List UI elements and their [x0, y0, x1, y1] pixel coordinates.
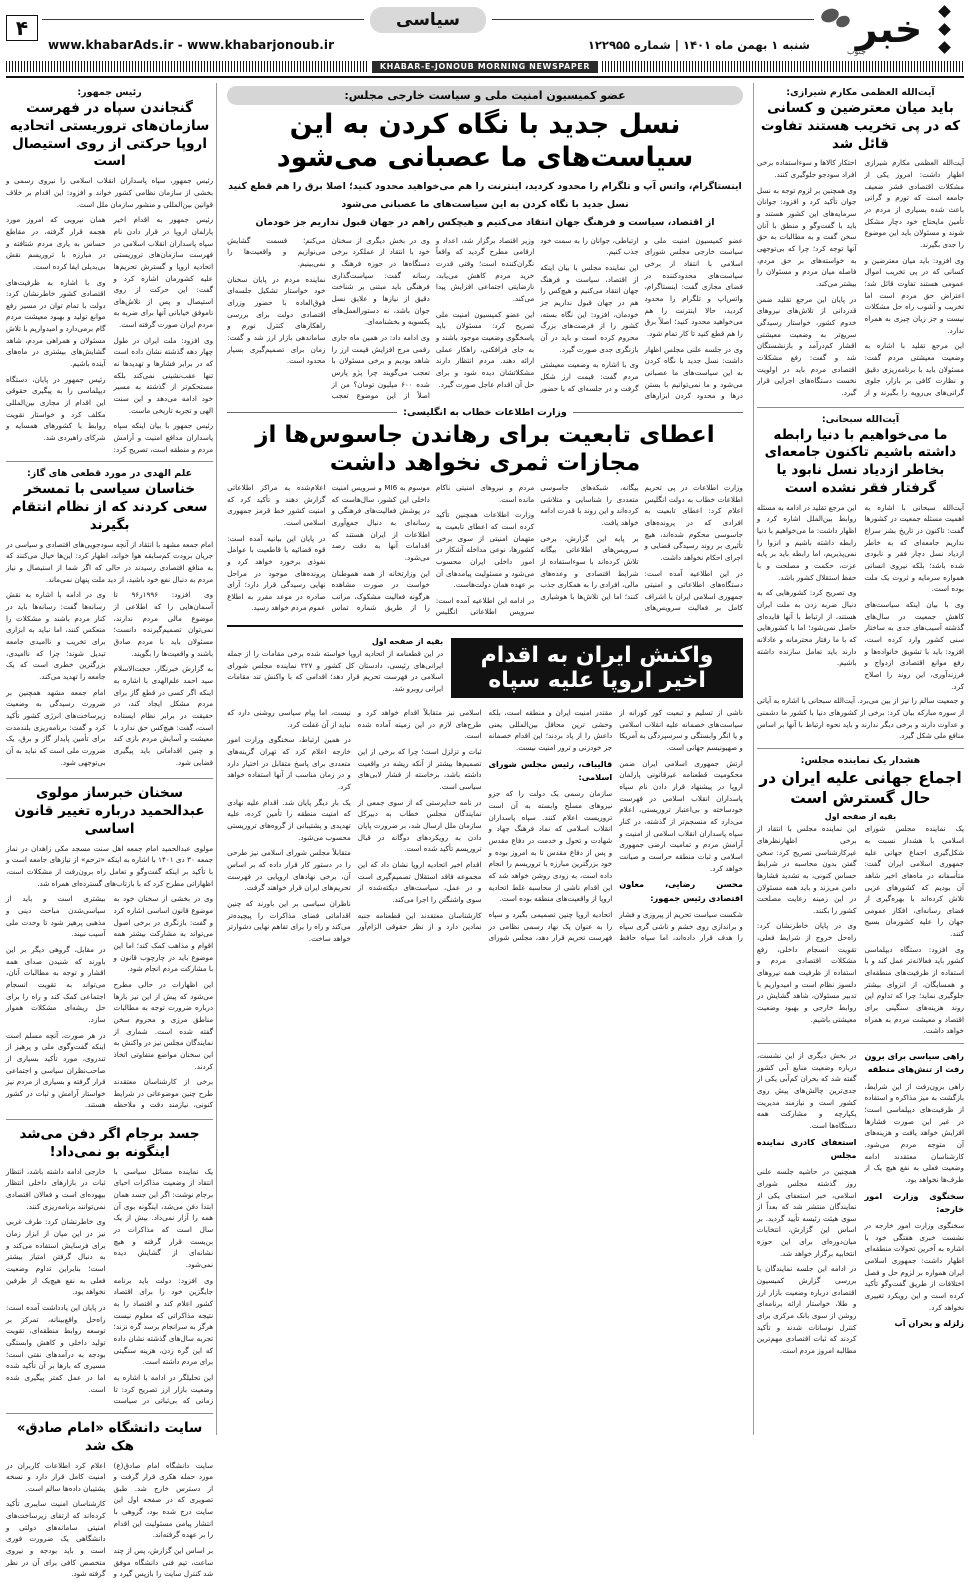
newspaper-logo[interactable] — [814, 0, 964, 58]
paragraph: این نماینده مجلس با انتقاد از برخی اظهارنظرهای غیرکارشناسی تصریح کرد: سخن گفتن بدون محاسبه در شرایط حساس کنونی، به تشدید فشارها دامن می‌زند و باید همه مسئولان در این زمینه رعایت مصلحت کشور را بکنند. — [757, 823, 857, 916]
story-sobhani-closing — [757, 695, 964, 742]
paragraph: وی ادامه داد: در همین ماه جاری رقمی مرج افزایش قیمت ارز را شاهد بودیم و برخی مسئولان با تعجب می‌گویند چرا پژو پارس شده ۶۰۰ میلیون تومان؟ من از اصلاً از این موضوع تعجب می‌کنم؛ قسمت گشایش می‌نوازیم و واقعیت‌ها را نمی‌بینیم. — [227, 235, 430, 402]
top-border-rule — [6, 76, 964, 78]
paragraph: وی با اشاره به وضعیت معیشتی مردم گفت: قیمت ارز شکل گرفت و در جلسه‌ای که با حضور وزیر اقتصاد برگزار شد، اعداد و ارقامی مطرح گردید که واقعاً نگران‌کننده است؛ وقتی قدرت خرید مردم کاهش می‌یابد، نارضایتی اجتماعی افزایش پیدا می‌کند. — [436, 235, 639, 402]
paragraph: بر اساس این گزارش، پس از چند ساعت، تیم فنی دانشگاه موفق شد کنترل سایت را بازپس گیرد و اعلام کرد اطلاعات کاربران در امنیت کامل قرار دارد و نسخه پشتیبان داده‌ها سالم است. — [6, 1460, 213, 1582]
subheading: راهی سیاسی برای برون رفت از تنش‌های منطقه — [864, 1051, 964, 1074]
content-grid — [6, 83, 964, 1435]
paragraph: وی تصریح کرد: کشورهایی که به دنبال ضربه زدن به ملت ایران هستند، از ارتباط با آنها فایده‌ای حاصل نمی‌شود؛ اما با کشورهایی که با ما رفتار محترمانه و عادلانه دارند باید تعامل سازنده داشته باشیم. — [757, 587, 857, 669]
paragraph: در پایان این بیانیه آمده است: قوه قضائیه با قاطعیت با عوامل نفوذی برخورد خواهد کرد و پرونده‌های موجود در مراحل نهایی رسیدگی قرار دارد؛ آرای صادره در موعد مقرر به اطلاع عموم مردم خواهد رسید. — [227, 533, 325, 615]
story-alamolhoda-lead — [6, 539, 213, 586]
story-president-lead — [6, 175, 213, 210]
dateline: شنبه ۱ بهمن ماه ۱۴۰۱ | شماره ۱۲۲۹۵۵ — [429, 33, 814, 52]
continued-from-label: بقیه از صفحه اول — [227, 637, 443, 646]
paragraph: اقدام اخیر اتحادیه اروپا نشان داد که این مجموعه فاقد استقلال تصمیم‌گیری است و در عمل، سیاست‌های دیکته‌شده از سوی واشنگتن را اجرا می‌کند. — [358, 859, 482, 906]
story-sobhani — [757, 414, 964, 742]
paragraph: یک نماینده مسائل سیاسی با انتقاد از وضعیت مذاکرات احیای برجام نوشت: اگر این جسد همان ابتدا دفن می‌شد، اینگونه بوی آن همه را آزار نمی‌داد. بیش از یک سال است که مذاکرات در بن‌بست قرار گرفته و هیچ نشانه‌ای از گشایش دیده نمی‌شود. — [114, 1166, 214, 1271]
story-second-body — [227, 482, 743, 618]
paragraph: عضو کمیسیون امنیت ملی و سیاست خارجی مجلس شورای اسلامی با انتقاد از برخی سیاست‌های محدودکننده در فضای مجازی گفت: اینستاگرام، واتس‌اپ و تلگرام را محدود کردید، حالا اینترنت را هم می‌خواهید محدود کنید؛ اصلاً برق را هم قطع کنید تا کار تمام شود. — [645, 235, 743, 340]
paragraph: یک نماینده مجلس شورای اسلامی با هشدار نسبت به شکل‌گیری اجماع جهانی علیه جمهوری اسلامی ایران گفت: متأسفانه در ماه‌های اخیر شاهد آن بودیم که کشورهای غربی تلاش کرده‌اند با بهره‌گیری از فضای رسانه‌ای، افکار عمومی جهان را علیه کشورمان بسیج کنند. — [864, 823, 964, 940]
subheading: محسن رضایی، معاون اقتصادی رئیس جمهور: — [619, 879, 743, 902]
masthead — [6, 0, 964, 58]
paragraph: در نامه خداپرستی که از سوی جمعی از نمایندگان مجلس خطاب به دبیرکل سازمان ملل ارسال شد، بر ضرورت پایان دادن به رویکردهای دوگانه در قبال تروریسم تأکید شده است. — [358, 797, 482, 855]
story-abdolhamid-headline: سخنان خبرساز مولوی عبدالحمید درباره تغییر قانون اساسی — [6, 785, 213, 838]
paragraph: رئیس جمهور به اقدام اخیر پارلمان اروپا در قرار دادن نام سپاه پاسداران انقلاب اسلامی در فهرست سازمان‌های تروریستی اتحادیه اروپا و گسترش تحریم‌ها علیه کشورمان اشاره کرد و گفت: این حرکت از روی استیصال و پس از تلاش‌های ناموفق خیابانی آنها برای ضربه به مردم ایران صورت گرفته است. — [114, 214, 214, 331]
paragraph: در پایان این یادداشت آمده است: راه‌حل واقع‌بینانه، تمرکز بر توسعه روابط منطقه‌ای، تقویت تولید داخلی و کاهش وابستگی بودجه به درآمدهای نفتی است؛ مسیری که بارها بر آن تأکید شده اما در عمل کمتر پیگیری شده است. — [6, 1302, 106, 1395]
story-main-deck-1: اینستاگرام، واتس آپ و تلگرام را محدود کردید، اینترنت را هم می‌خواهید محدود کنید؛ اصلا برق را هم قطع کنید — [227, 180, 743, 194]
paragraph: کارشناسان امنیت سایبری تأکید کرده‌اند که ارتقای زیرساخت‌های امنیتی سامانه‌های دولتی و دانشگاهی یک ضرورت فوری است و باید بودجه و نیروی متخصص کافی برای آن در نظر گرفته شود. — [6, 1498, 106, 1580]
story-barjam-body — [6, 1166, 213, 1407]
story-sobhani-kicker: آیت‌الله سبحانی: — [757, 414, 964, 425]
paragraph: وی در بخشی از سخنان خود به موضوع قانون اساسی اشاره کرد و گفت: بازنگری در برخی اصول می‌تواند به مشارکت بیشتر همه اقوام و مذاهب کمک کند؛ اما این موضوع باید در چارچوب قانون و با مشارکت مردم انجام شود. — [114, 893, 214, 975]
story-abdolhamid-lead — [6, 843, 213, 890]
story-abdolhamid-body — [6, 893, 213, 1113]
paragraph: آیت‌الله العظمی مکارم شیرازی اظهار داشت: امروز یکی از مشکلات اقتصادی قشر ضعیف جامعه است که تورم و گرانی باعث شده بسیاری از مردم در تأمین مایحتاج خود دچار مشکل شوند و مسئولان باید این موضوع را جدی بگیرند. — [864, 157, 964, 250]
story-third — [227, 634, 743, 944]
continued-from-label: بقیه از صفحه اول — [757, 812, 964, 821]
story-hack — [6, 1420, 213, 1582]
logo-diamond-ornament-icon — [937, 5, 953, 53]
paragraph: امام جمعه مشهد با انتقاد از آنچه سودجویی‌های اقتصادی و سیاسی در جریان برودت کم‌سابقه هوا خواند، اظهار کرد: این‌ها خیال می‌کنند که به منافع اقتصادی رسیدند در حالی که اگر شما از استیصال و نیاز مردم به دنبال نفع خود باشید، از دید ملت پنهان نمی‌ماند. — [6, 539, 213, 586]
paragraph: این وزارتخانه از همه هموطنان خواست در صورت مشاهده هرگونه فعالیت مشکوک، مراتب را از طریق شماره تماس اعلام‌شده به مراکز اطلاعاتی گزارش دهند و تأکید کرد که امنیت کشور خط قرمز جمهوری اسلامی است. — [227, 482, 430, 618]
story-second-headline: اعطای تابعیت برای رهاندن جاسوس‌ها از مجازات ثمری نخواهد داشت — [227, 421, 743, 477]
column-separator — [216, 83, 217, 1435]
story-abdolhamid — [6, 785, 213, 1113]
section-title: سیاسی — [370, 7, 486, 33]
paragraph: وی افزود: باید میان معترضین و کسانی که در پی تخریب اموال عمومی هستند تفاوت قائل شد؛ اعتراض حق مردم است اما تخریب و آشوب راه حل مشکلات نیست و جز زیان چیزی به همراه ندارد. — [864, 255, 964, 337]
divider — [6, 778, 213, 779]
story-hack-body — [6, 1460, 213, 1582]
paragraph: وی همچنین بر لزوم توجه به نسل جوان تأکید کرد و افزود: جوانان سرمایه‌های این کشور هستند و باید با گفت‌وگو و منطق با آنان سخن گفت و به مطالبات به حق آنها توجه کرد؛ چرا که بی‌توجهی به خواسته‌های بر حق مردم، فاصله میان مردم و مسئولان را بیشتر می‌کند. — [757, 185, 857, 290]
story-sobhani-headline: ما می‌خواهیم با دنیا رابطه داشته باشیم تاکنون جامعه‌ای بخاطر ازدیاد نسل نابود یا گرفتار فقر نشده است — [757, 427, 964, 498]
paragraph: همچنین در حاشیه جلسه علنی روز گذشته مجلس شورای اسلامی، خبر استعفای یکی از نمایندگان منتشر شد که بعداً از سوی هیئت رئیسه تأیید گردید. بر اساس این گزارش، انتخابات میان‌دوره‌ای برای این حوزه انتخابیه برگزار خواهد شد. — [757, 1166, 857, 1259]
story-mp-warning-headline: اجماع جهانی علیه ایران در حال گسترش است — [757, 768, 964, 808]
paragraph: در بخش دیگری از این نشست، درباره وضعیت منابع آبی کشور گفته شد که بحران کم‌آبی یکی از جدی‌ترین چالش‌های پیش روی کشور است و نیازمند مدیریت یکپارچه و مشارکت همه دستگاه‌ها است. — [757, 1050, 857, 1132]
paragraph: در پایان این مرجع تقلید ضمن قدردانی از تلاش‌های نیروهای خدوم کشور، خواستار رسیدگی سریع‌تر به وضعیت معیشتی اقشار کم‌درآمد و بازنشستگان شد و گفت: رفع مشکلات اقتصادی مردم باید در اولویت نخست دستگاه‌های اجرایی قرار گیرد. — [757, 294, 857, 399]
paragraph: در هر صورت، آنچه مسلم است اینکه گفت‌وگوی ملی و پرهیز از تندروی، مورد تأکید بسیاری از صاحب‌نظران سیاسی و اجتماعی قرار گرفته و بسیاری از مردم نیز خواستار آرامش و ثبات در کشور هستند. — [6, 1030, 106, 1112]
story-president-headline: گنجاندن سپاه در فهرست سازمان‌های تروریستی اتحادیه اروپا حرکتی از روی استیصال است — [6, 100, 213, 171]
left-column — [757, 83, 964, 1435]
paragraph: یک بار دیگر پایان شد. اقدام علیه نهادی که امنیت منطقه را تأمین کرده، علیه تهدیدی و پشتیبانی از گروه‌های تروریستی محسوب می‌شود. — [227, 797, 351, 844]
ticker-dashes-left — [602, 61, 964, 72]
paragraph: رئیس جمهور در پایان، دستگاه دیپلماسی را به پیگیری حقوقی این اقدام از مجاری بین‌المللی مکلف کرد و خواستار تقویت روابط با کشورهای همسایه و شرکای راهبردی شد. — [6, 374, 106, 444]
subheading: زلزله و بحران آب — [895, 1318, 964, 1328]
paragraph: سخنگوی وزارت امور خارجه در نشست خبری هفتگی خود با اشاره به آخرین تحولات منطقه‌ای اظهار داشت: جمهوری اسلامی ایران همواره بر لزوم حل و فصل اختلافات از طریق گفت‌وگو تأکید کرده است و این رویکرد تغییری نخواهد کرد. — [864, 1220, 964, 1313]
divider — [227, 625, 743, 627]
paragraph: ناشی از تسلیم و تبعیت کور کورانه از سیاست‌های خصمانه علیه انقلاب اسلامی و یا انگر وابستگی و سرسپردگی به آمریکا و صهیونیسم جهانی است. — [619, 707, 743, 754]
story-left-bottom — [757, 1050, 964, 1357]
story-president-kicker: رئیس جمهور: — [6, 87, 213, 98]
paragraph: ثبات و تزلزل است؛ چرا که برخی از این تصمیم‌ها بیشتر از آنکه ریشه در واقعیت داشته باشد، برخاسته از فشار لابی‌های سیاسی است. — [358, 746, 482, 793]
paragraph — [864, 1317, 964, 1330]
story-alamolhoda-body — [6, 589, 213, 772]
logo-artwork — [819, 3, 959, 55]
paragraph: وی افزود: ملت ایران در طول چهار دهه گذشته نشان داده است که در برابر فشارها و تهدیدها نه تنها عقب‌نشینی نمی‌کند بلکه مستحکم‌تر از گذشته به مسیر خود ادامه می‌دهد و این سنت الهی و تجربه تاریخی ماست. — [114, 335, 214, 417]
subheading: سخنگوی وزارت امور خارجه: — [864, 1191, 964, 1214]
rule-left — [42, 19, 364, 20]
paragraph: سایت دانشگاه امام صادق(ع) مورد حمله هکری قرار گرفت و از دسترس خارج شد. طبق تصویری که در صفحه اول این سایت درج شده بود، گروهی با انتشار پیامی مسئولیت این اقدام را بر عهده گرفته‌اند. — [114, 1460, 214, 1542]
paragraph: در مقابل، گروهی دیگر بر این باورند که شنیدن صدای همه اقشار و توجه به مطالبات آنان، می‌تواند به تقویت انسجام اجتماعی کمک کند و راه را برای حل ریشه‌ای مشکلات هموار سازد. — [6, 944, 106, 1026]
story-main — [227, 86, 743, 402]
paragraph: سازمان رسمی یک دولت را که جزو نیروهای مسلح وابسته به آن است تروریست اعلام کنند. سپاه پاسداران انقلاب اسلامی که نماد فرهنگ جهاد و شهادت و تحول و خدمت در دفاع مقدس و پس از دفاع مقدس تا به امروز بوده و خود بزرگترین مبارزه با تروریسم را انجام داده است، به زودی روشن خواهد شد که این اقدام ناشی از محاسبه غلط اتحادیه اروپا از واقعیت‌های منطقه بوده است. — [489, 788, 613, 905]
story-alamolhoda-headline: خناسان سیاسی با تمسخر سعی کردند که از نظام انتقام بگیرند — [6, 481, 213, 534]
paragraph: وی در بخش دیگری از سخنان خود با انتقاد از عملکرد برخی دستگاه‌ها در حوزه فرهنگ و رسانه گفت: سیاست‌گذاری فرهنگی باید مبتنی بر شناخت دقیق از نیازها و علایق نسل جوان باشد، نه دستورالعمل‌های یکسویه و بخشنامه‌ای. — [331, 235, 429, 328]
story-third-banner-headline: واکنش ایران به اقدام اخیر اروپا علیه سپاه — [451, 638, 743, 698]
middle-column — [220, 83, 750, 1435]
divider — [757, 748, 964, 749]
paragraph: وی با اشاره به ظرفیت‌های اقتصادی کشور خاطرنشان کرد: دولت با تمام توان در مسیر رفع موانع تولید و بهبود معیشت مردم گام برمی‌دارد و امیدواریم با تلاش مسئولان و همراهی مردم، شاهد گشایش‌های بیشتری در ماه‌های آینده باشیم. — [6, 277, 106, 370]
story-second-kicker: وزارت اطلاعات خطاب به انگلیسی: — [403, 407, 567, 418]
paragraph: آیت‌الله سبحانی با اشاره به اهمیت مسئله جمعیت در کشورها گفت: تاکنون در تاریخ بشر سراغ نداریم جامعه‌ای که به خاطر ازدیاد نسل دچار فقر و نابودی شده باشد؛ بلکه نیروی انسانی همواره سرمایه و ثروت یک ملت بوده است. — [864, 502, 964, 595]
paragraph: برخی از کارشناسان معتقدند طرح چنین موضوعاتی در شرایط کنونی، نیازمند دقت و ملاحظه بیشتری است و باید از سیاسی‌شدن مباحث دینی و مذهبی پرهیز شود تا وحدت ملی آسیب نبیند. — [6, 893, 213, 1113]
story-hack-headline: سایت دانشگاه «امام صادق» هک شد — [6, 1420, 213, 1456]
story-second-kicker-rule — [227, 407, 743, 418]
divider — [6, 1119, 213, 1120]
paragraph — [864, 1190, 964, 1217]
story-barjam — [6, 1126, 213, 1407]
paragraph: ناظران سیاسی بر این باورند که چنین اقداماتی فضای مذاکرات را پیچیده‌تر می‌کند و راه را برای تفاهم نهایی دشوارتر خواهد ساخت. — [227, 898, 351, 945]
paragraph — [619, 878, 743, 905]
ticker-dashes-right — [6, 61, 368, 72]
paragraph: کارشناسان معتقدند این قطعنامه جنبه نمادین دارد و از نظر حقوقی الزام‌آور نیست، اما پیام سیاسی روشنی دارد که نباید از آن غفلت کرد. — [227, 707, 481, 944]
paragraph: اتحادیه اروپا چنین تصمیمی بگیرد و سپاه را به عنوان یک نهاد رسمی نظامی در فهرست تحریم قرار دهد، مجلس شورای اسلامی نیز متقابلاً اقدام خواهد کرد و طرح‌های لازم در این زمینه آماده شده است. — [358, 707, 612, 944]
story-main-deck-2: نسل جدید با نگاه کردن به این سیاست‌های ما عصبانی می‌شود — [227, 198, 743, 212]
paragraph: در ادامه این اطلاعیه آمده است: سرویس اطلاعاتی انگلیس موسوم به MI6 و سرویس امنیت داخلی این کشور، سال‌هاست که در پوشش فعالیت‌های فرهنگی و رسانه‌ای به دنبال جمع‌آوری اطلاعات از ایران هستند که اقدامات آنها به دقت رصد می‌شود. — [331, 482, 534, 618]
paragraph: شکست سیاست تحریم از پیروزی و فشار و براندازی روی خشم و ناشی گری سپاه را هدف قرار داده‌اند، اما سپاه حافظ مقتدر امنیت ایران و منطقه است، بلکه وحشی ترین محافل بین‌المللی یعنی داعش را از یاد بردند؛ این اقدام خصمانه جز خودزنی و ترور امنیت نیست. — [489, 707, 743, 944]
paragraph: در این اطلاعیه آمده است: دستگاه‌های اطلاعاتی و امنیتی جمهوری اسلامی ایران با اشراف کامل بر فعالیت سرویس‌های بیگانه، شبکه‌های جاسوسی متعددی را شناسایی و متلاشی کرده‌اند و این روند با قدرت ادامه خواهد یافت. — [540, 482, 743, 618]
paragraph: رئیس جمهور با بیان اینکه سپاه پاسداران مدافع امنیت و آرامش مردم و منطقه است، تصریح کرد: همان نیرویی که امروز مورد هجمه قرار گرفته، در مقاطع حساس به یاری مردم شتافته و در مبارزه با تروریسم نقش بی‌بدیلی ایفا کرده است. — [6, 214, 213, 455]
ticker-strip — [6, 60, 964, 73]
paragraph: وی در جلسه علنی مجلس اظهار داشت: نسل جدید با نگاه کردن به این سیاست‌های ما عصبانی می‌شود و ما نمی‌توانیم با بستن درها و محدود کردن ابزارهای ارتباطی، جوانان را به سمت خود جذب کنیم. — [540, 235, 743, 402]
paragraph: ارتش جمهوری اسلامی ایران ضمن محکومیت قطعنامه غیرقانونی پارلمان اروپا در پیشنهاد قرار دادن نام سپاه پاسداران انقلاب اسلامی در فهرست خودساخته و بی‌اعتبار تروریستی، اعلام می‌دارد که منسجم‌تر از گذشته، در کنار سپاه پاسداران انقلاب اسلامی از امنیت و آرامش مردم و تمامیت ارضی جمهوری اسلامی و ثبات منطقه حراست و صیانت خواهد کرد. — [619, 758, 743, 875]
paper-english-name: KHABAR-E-JONOUB MORNING NEWSPAPER — [372, 61, 598, 73]
story-mp-warning-body — [757, 823, 964, 1037]
paragraph: نماینده مردم در پایان سخنان خود خواستار تشکیل جلسه‌ای فوق‌العاده با حضور وزرای اقتصادی دولت برای بررسی راهکارهای کنترل تورم و ساماندهی بازار ارز شد و گفت: زمان برای تصمیم‌گیری بسیار محدود است. — [227, 274, 325, 367]
paragraph: این مرجع تقلید با اشاره به وضعیت معیشتی مردم گفت: مسئولان باید با برنامه‌ریزی دقیق و نظارت کافی بر بازار، جلوی گرانی‌های بی‌رویه را بگیرند و از احتکار کالاها و سوءاستفاده برخی افراد سودجو جلوگیری کنند. — [757, 157, 964, 400]
story-makarem — [757, 87, 964, 401]
divider — [757, 1043, 964, 1044]
column-separator — [753, 83, 754, 1435]
story-main-body — [227, 235, 743, 402]
paragraph: به گزارش خبرنگار، حجت‌الاسلام سید احمد علم‌الهدی با اشاره به اینکه اگر کسی در قطع گاز برای مردم مشکل ایجاد کند، در حقیقت در برابر نظام ایستاده است، گفت: هیچ‌کس حق ندارد با معیشت و آسایش مردم بازی کند و چنین اقداماتی باید پیگیری قضایی شود. — [114, 663, 214, 768]
paragraph: این تحلیلگر در ادامه با اشاره به وضعیت بازار ارز تصریح کرد: تا زمانی که بی‌ثباتی در سیاست خارجی ادامه داشته باشد، انتظار ثبات در بازارهای داخلی انتظار بیهوده‌ای است و فعالان اقتصادی نمی‌توانند برنامه‌ریزی کنند. — [6, 1166, 213, 1407]
story-sobhani-body — [757, 502, 964, 693]
paragraph: و جمعیت سالم را نیز از بین می‌برد. آیت‌الله سبحانی با اشاره به آیاتی از سوره مبارکه بیان کرد: برخی از کشورهای دنیا با کشور ما دشمنی و عداوت دارند و برخی دیگر ندارند و باید نحوه ارتباط با آنها بر اساس منافع ملی شکل گیرد. — [757, 695, 964, 742]
logo-wordmark: خبر — [819, 3, 959, 55]
paragraph: راهی برون‌رفت از این شرایط، بازگشت به میز مذاکره و استفاده از ظرفیت‌های دیپلماسی است؛ در غیر این صورت فشارها افزایش خواهد یافت و هزینه‌های آن متوجه مردم می‌شود. کارشناسان معتقدند ادامه وضعیت فعلی به نفع هیچ یک از طرف‌ها نخواهد بود. — [864, 1081, 964, 1186]
story-third-body — [227, 707, 743, 944]
paragraph — [864, 1050, 964, 1077]
rule-right — [492, 19, 814, 20]
story-mp-warning — [757, 755, 964, 1037]
paragraph: وی افزود: دستگاه دیپلماسی کشور باید فعالانه‌تر عمل کند و با استفاده از ظرفیت‌های منطقه‌ای و همسایگان، از انزوای بیشتر جلوگیری نماید؛ چرا که تداوم این روند هزینه‌های سنگینی برای اقتصاد و معیشت مردم به همراه خواهد داشت. — [864, 944, 964, 1037]
rule — [227, 412, 397, 413]
paragraph: رئیس جمهور، سپاه پاسداران انقلاب اسلامی را نیروی رسمی و بخشی از سازمان نظامی کشور خواند و افزود: این اقدام بر خلاف قوانین بین‌المللی و منشور سازمان ملل است. — [6, 175, 213, 210]
paragraph: امام جمعه مشهد همچنین بر ضرورت رسیدگی به وضعیت زیرساخت‌های انرژی کشور تأکید کرد و گفت: برنامه‌ریزی بلندمدت برای تأمین پایدار گاز و برق، یک ضرورت ملی است که نباید به آن بی‌توجهی شود. — [6, 687, 106, 769]
divider — [6, 461, 213, 462]
masthead-rule-row — [42, 7, 814, 33]
paragraph: بر پایه این گزارش، برخی سرویس‌های اطلاعاتی بیگانه تلاش کرده‌اند با سوءاستفاده از شرایط اقتصادی و وعده‌های مالی، افرادی را به همکاری جذب کنند؛ اما این تلاش‌ها با هوشیاری مردم و نیروهای امنیتی ناکام مانده است. — [436, 482, 639, 618]
page-number: ۴ — [6, 15, 38, 41]
divider — [6, 1413, 213, 1414]
story-barjam-headline: جسد برجام اگر دفن می‌شد اینگونه بو نمی‌داد! — [6, 1126, 213, 1162]
subheading: استعفای کادری نماینده مجلس — [757, 1137, 857, 1160]
paragraph — [757, 1136, 857, 1163]
right-column — [6, 83, 213, 1435]
paragraph: مولوی عبدالحمید امام جمعه اهل سنت مسجد مکی زاهدان در نماز جمعه ۳۰ دی ۱۴۰۱ با اشاره به اینکه «ترحم» از نیازهای جامعه است و با تأکید بر اینکه گفت‌وگو و تعامل راه برون‌رفت از مشکلات است، اظهاراتی مطرح کرد که با بازتاب‌های گسترده‌ای همراه شد. — [6, 843, 213, 890]
paragraph: در این قطعنامه از اتحادیه اروپا خواسته شده برخی مقامات را از جمله ایرانی‌های رئیسی، دادستان کل کشور و ۲۲۷ نماینده مجلس شورای اسلامی در فهرست تحریم قرار دهد؛ اقدامی که با واکنش تند مقامات ایرانی روبرو شد. — [227, 648, 443, 695]
paragraph: این نماینده مجلس با بیان اینکه از اقتصاد، سیاست و فرهنگ جهان انتقاد می‌کنیم و هیچ‌کس را هم در جهان قبول نداریم جز خودمان، افزود: این نگاه بسته، کشور را از فرصت‌های بزرگ محروم کرده است و باید در آن بازنگری جدی صورت گیرد. — [540, 262, 638, 355]
paragraph: در همین ارتباط، سخنگوی وزارت امور خارجه اعلام کرد که تهران گزینه‌های متعددی برای پاسخ متقابل در اختیار دارد و در زمان مناسب از آنها استفاده خواهد کرد. — [227, 734, 351, 792]
story-mp-warning-kicker: هشدار یک نماینده مجلس: — [757, 755, 964, 766]
paragraph: وی افزود: ۱۹۹۶ر۹۶ تا آسمان‌هایی را که اطلاعی از موضوع مالی مردم ندارند، نمی‌توان تصمیم‌گیرنده دانست؛ مسئولان باید با مردم صادق باشند و واقعیت‌ها را بگویند. — [114, 589, 214, 659]
paragraph: وی افزود: دولت باید برنامه جایگزین خود را برای اقتصاد کشور اعلام کند و اقتصاد را به نتیجه مذاکراتی که معلوم نیست هرگز به سرانجام برسد گره نزند؛ تجربه سال‌های گذشته نشان داده که این گره زدن، هزینه سنگینی برای مردم داشته است. — [114, 1275, 214, 1368]
paragraph: این اظهارات در حالی مطرح می‌شود که پیش از این نیز بارها درباره ضرورت توجه به مطالبات مناطق مرزی و محروم سخن گفته شده است. شماری از نمایندگان مجلس نیز در واکنش به این سخنان مواضع متفاوتی اتخاذ کردند. — [114, 979, 214, 1072]
paragraph: وی خاطرنشان کرد: طرف غربی نیز در این میان از ابزار زمان برای فرسایش استفاده می‌کند و به دنبال گرفتن امتیاز بیشتر است؛ بنابراین تداوم وضعیت فعلی به نفع هیچ‌یک از طرفین نخواهد بود. — [6, 1216, 106, 1298]
paragraph: متقابلاً مجلس شورای اسلامی نیز طرحی را در دستور کار قرار داده که بر اساس آن، برخی نهادهای اروپایی در فهرست تحریم‌های ایران قرار خواهند گرفت. — [227, 847, 351, 894]
rule — [573, 412, 743, 413]
story-makarem-kicker: آیت‌الله العظمی مکارم شیرازی: — [757, 87, 964, 98]
paragraph: وی در پایان خاطرنشان کرد: راه‌حل خروج از شرایط فعلی، تقویت انسجام داخلی، رفع مشکلات اقتصادی مردم و استفاده از ظرفیت همه نیروهای دلسوز نظام است و امیدواریم با تدبیر مسئولان، شاهد گشایش در روابط خارجی و بهبود وضعیت معیشتی باشیم. — [757, 920, 857, 1025]
website-urls[interactable]: www.khabarAds.ir - www.khabarjonoub.ir — [42, 33, 429, 52]
paragraph: وزارت اطلاعات همچنین تأکید کرده است که اعطای تابعیت به متهمان امنیتی از سوی برخی کشورها، نوعی مداخله آشکار در امور داخلی ایران محسوب می‌شود و مسئولیت پیامدهای آن بر عهده همان دولت‌هاست. — [436, 509, 534, 591]
paragraph: وی در ادامه با اشاره به نقش رسانه‌ها گفت: رسانه‌ها باید در کنار مردم باشند و مشکلات را منعکس کنند، اما نباید به ابزاری برای تخریب و ناامیدی جامعه تبدیل شوند؛ چرا که ناامیدی، بزرگترین خطری است که یک جامعه را تهدید می‌کند. — [6, 589, 106, 682]
story-main-headline: نسل جدید با نگاه کردن به این سیاست‌های ما عصبانی می‌شود — [227, 109, 743, 175]
paragraph: در ادامه این جلسه نمایندگان با بررسی گزارش کمیسیون اقتصادی درباره وضعیت بازار ارز و طلا، خواستار ارائه برنامه‌ای روشن از سوی بانک مرکزی برای کنترل نوسانات شدند و تأکید کردند که ثبات اقتصادی مهم‌ترین مطالبه امروز مردم است. — [757, 1263, 857, 1356]
story-main-kicker: عضو کمیسیون امنیت ملی و سیاست خارجی مجلس: — [227, 86, 743, 105]
paragraph: وزارت اطلاعات در پی تحریم اطلاعات خطاب به دولت انگلیس اعلام کرد: اعطای تابعیت به افرادی که در پرونده‌های جاسوسی محکوم شده‌اند، هیچ تأثیری بر روند رسیدگی قضایی و اجرای احکام نخواهد داشت. — [645, 482, 743, 564]
story-alamolhoda-kicker: علم الهدی در مورد قطعی های گاز: — [6, 468, 213, 479]
story-makarem-body — [757, 157, 964, 400]
story-president-body — [6, 214, 213, 455]
masthead-center — [42, 0, 814, 58]
story-main-deck-3: از اقتصاد، سیاست و فرهنگ جهان انتقاد می‌کنیم و هیچکس راهم در جهان قبول نداریم جز خودمان — [227, 216, 743, 230]
story-makarem-headline: باید میان معترضین و کسانی که در پی تخریب هستند تفاوت قائل شد — [757, 100, 964, 153]
paragraph — [489, 758, 613, 785]
paragraph: این عضو کمیسیون امنیت ملی تصریح کرد: مسئولان باید پاسخگوی وضعیت موجود باشند و به جای فرافکنی، راهکار عملی ارائه دهند. مردم انتظار دارند مشکلاتشان دیده شود و برای حل آن اقدام عاجل صورت گیرد. — [436, 309, 534, 391]
story-second — [227, 421, 743, 618]
story-third-lead — [227, 648, 443, 695]
logo-subtext: جنوب — [847, 47, 866, 56]
story-president — [6, 87, 213, 455]
paragraph: این مرجع تقلید در ادامه به مسئله روابط بین‌الملل اشاره کرد و اظهار داشت: ما می‌خواهیم با دنیا رابطه داشته باشیم و انزوا را نمی‌پذیریم، اما رابطه باید بر پایه عزت، حکمت و مصلحت و با حفظ استقلال کشور باشد. — [757, 502, 857, 584]
story-alamolhoda — [6, 468, 213, 772]
subheading: قالیباف، رئیس مجلس شورای اسلامی: — [489, 759, 613, 782]
paragraph: وی با بیان اینکه سیاست‌های کاهش جمعیت در سال‌های گذشته آسیب‌های جدی به ساختار سنی کشور وارد کرده است، افزود: باید با تشویق خانواده‌ها و رفع موانع اقتصادی ازدواج و فرزندآوری، این روند را اصلاح کرد. — [864, 599, 964, 692]
divider — [757, 407, 964, 408]
